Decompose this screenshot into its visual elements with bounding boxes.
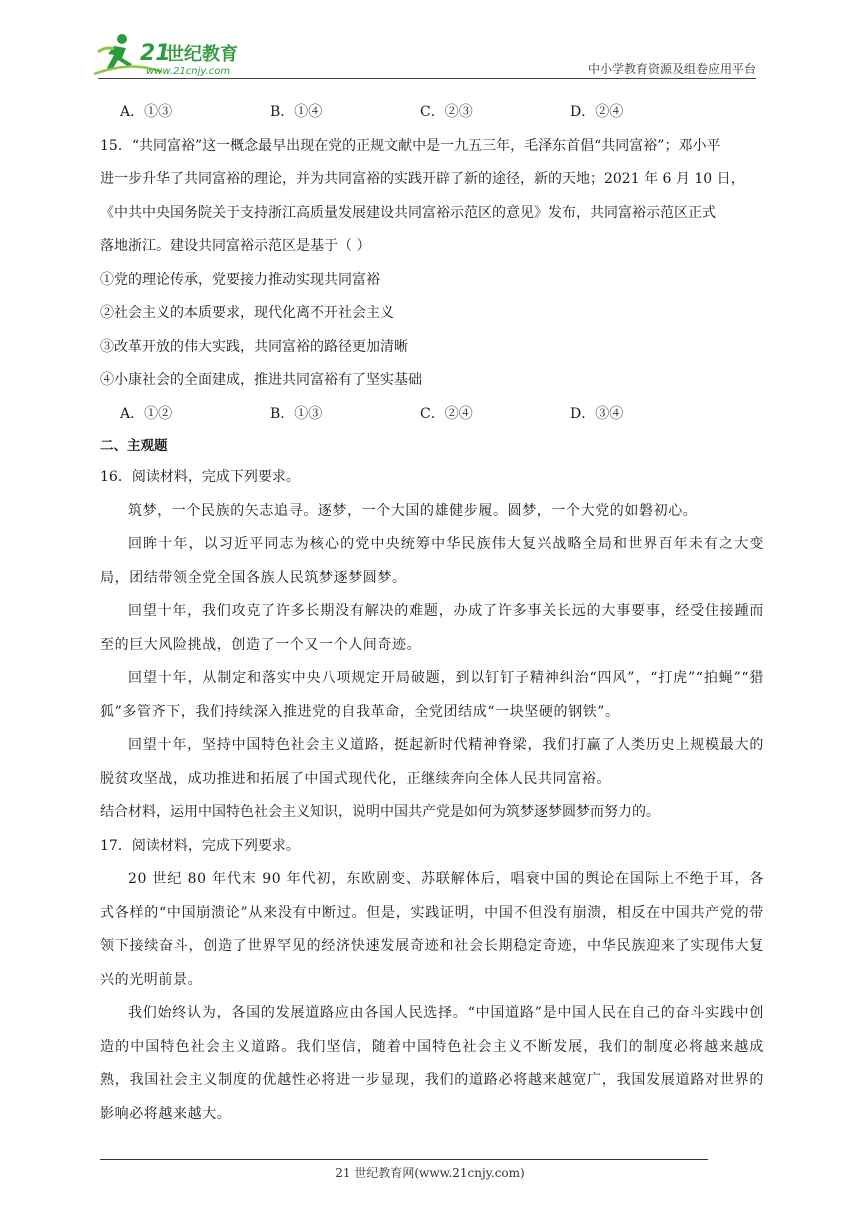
q15-options — [100, 398, 764, 432]
q15-item: ①党的理论传承，党要接力推动实现共同富裕 — [100, 271, 380, 288]
question-17 — [100, 830, 764, 1132]
page-footer[interactable]: 21 世纪教育网(www.21cnjy.com) — [335, 1166, 525, 1180]
material-paragraph: 20 世纪 80 年代末 90 年代初，东欧剧变、苏联解体后，唱衰中国的舆论在国际上不绝于耳，各式各样的“中国崩溃论”从来没有中断过。但是，实践证明，中国不但没有崩溃，相反在中国共产党的带领下接续奋斗，创造了世界罕见的经济快速发展奇迹和社会长期稳定奇迹，中华民族迎来了实现伟大复兴的光明前景。 — [100, 871, 764, 988]
q15-item: ②社会主义的本质要求，现代化离不开社会主义 — [100, 305, 394, 321]
runner-logo-icon — [92, 30, 262, 80]
material-paragraph: 回眸十年，以习近平同志为核心的党中央统筹中华民族伟大复兴战略全局和世界百年未有之大变局，团结带领全党全国各族人民筑梦逐梦圆梦。 — [100, 536, 764, 586]
material-paragraph: 我们始终认为，各国的发展道路应由各国人民选择。“中国道路”是中国人民在自己的奋斗实践中创造的中国特色社会主义道路。我们坚信，随着中国特色社会主义不断发展，我们的制度必将越来越成熟，我国社会主义制度的优越性必将进一步显现，我们的道路必将越来越宽广，我国发展道路对世界的影响必将越来越大。 — [100, 1005, 764, 1122]
question-15 — [100, 130, 764, 432]
footer-divider — [100, 1159, 708, 1160]
option-a[interactable]: A．①② — [120, 405, 173, 422]
option-c[interactable]: C．②③ — [420, 104, 473, 120]
option-d[interactable]: D．②④ — [570, 104, 624, 120]
q15-stem-line: 落地浙江。建设共同富裕示范区是基于（ ） — [100, 238, 371, 254]
option-d[interactable]: D．③④ — [570, 405, 624, 422]
q15-stem-line: 进一步升华了共同富裕的理论，并为共同富裕的实践开辟了新的途径，新的天地；2021 年 6 月 10 日， — [100, 171, 745, 187]
material-paragraph: 回望十年，我们攻克了许多长期没有解决的难题，办成了许多事关长远的大事要事，经受住接踵而至的巨大风险挑战，创造了一个又一个人间奇迹。 — [100, 603, 764, 653]
material-paragraph: 筑梦，一个民族的矢志追寻。逐梦，一个大国的雄健步履。圆梦，一个大党的如磐初心。 — [128, 502, 698, 519]
q16-question: 结合材料，运用中国特色社会主义知识，说明中国共产党是如何为筑梦逐梦圆梦而努力的。 — [100, 804, 660, 820]
option-b[interactable]: B．①③ — [270, 405, 323, 422]
material-paragraph: 回望十年，从制定和落实中央八项规定开局破题，到以钉钉子精神纠治“四风”，“打虎”“拍蝇”“猎狐”多管齐下，我们持续深入推进党的自我革命，全党团结成“一块坚硬的钢铁”。 — [100, 670, 764, 720]
header-divider — [98, 78, 756, 79]
option-b[interactable]: B．①④ — [270, 104, 323, 120]
svg-text:21: 21 — [140, 41, 171, 66]
q15-item: ④小康社会的全面建成，推进共同富裕有了坚实基础 — [100, 372, 422, 388]
q17-stem: 17．阅读材料，完成下列要求。 — [100, 837, 300, 854]
platform-title: 中小学教育资源及组卷应用平台 — [587, 62, 756, 76]
site-logo[interactable] — [92, 30, 262, 80]
material-paragraph: 回望十年，坚持中国特色社会主义道路，挺起新时代精神脊梁，我们打赢了人类历史上规模最大的脱贫攻坚战，成功推进和拓展了中国式现代化，正继续奔向全体人民共同富裕。 — [100, 737, 764, 787]
section-heading: 二、主观题 — [100, 438, 168, 454]
question-16 — [100, 461, 764, 830]
option-a[interactable]: A．①③ — [120, 104, 173, 120]
svg-text:www.21cnjy.com: www.21cnjy.com — [146, 66, 231, 77]
svg-text:世纪教育: 世纪教育 — [166, 44, 238, 65]
page-header — [0, 0, 860, 84]
q14-options — [100, 96, 764, 130]
q16-stem: 16．阅读材料，完成下列要求。 — [100, 469, 300, 485]
option-c[interactable]: C．②④ — [420, 405, 473, 422]
q15-stem-line: 15．“共同富裕”这一概念最早出现在党的正规文献中是一九五三年，毛泽东首倡“共同富裕”；邓小平 — [100, 137, 721, 154]
q15-item: ③改革开放的伟大实践，共同富裕的路径更加清晰 — [100, 338, 408, 355]
q15-stem-line: 《中共中央国务院关于支持浙江高质量发展建设共同富裕示范区的意见》发布，共同富裕示范区正式 — [100, 204, 716, 221]
document-body — [100, 96, 764, 1131]
